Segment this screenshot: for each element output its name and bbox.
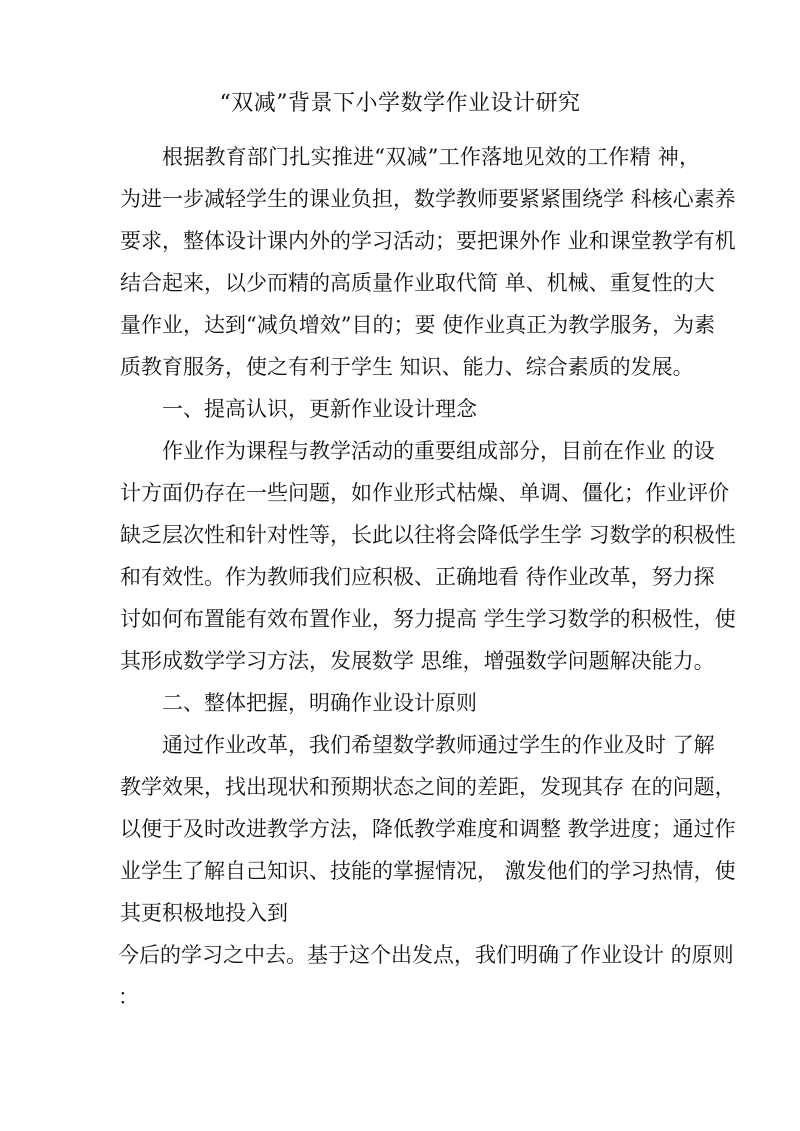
paragraph-line: 缺乏层次性和针对性等，长此以往将会降低学生学 习数学的积极性 <box>120 523 736 547</box>
paragraph-line: 要求，整体设计课内外的学习活动；要把课外作 业和课堂教学有机 <box>120 229 736 253</box>
document-title: “双减”背景下小学数学作业设计研究 <box>219 91 581 116</box>
paragraph-line: ： <box>118 985 139 1009</box>
paragraph-line: 质教育服务，使之有利于学生 知识、能力、综合素质的发展。 <box>120 355 694 379</box>
paragraph-line: 讨如何布置能有效布置作业，努力提高 学生学习数学的积极性，使 <box>120 607 736 631</box>
paragraph-line: 其形成数学学习方法，发展数学 思维，增强数学问题解决能力。 <box>120 649 715 673</box>
paragraph-line: 通过作业改革，我们希望数学教师通过学生的作业及时 了解 <box>162 733 715 757</box>
paragraph-line: 作业作为课程与教学活动的重要组成部分，目前在作业 的设 <box>162 439 715 463</box>
paragraph-line: 以便于及时改进教学方法，降低教学难度和调整 教学进度；通过作 <box>120 817 736 841</box>
paragraph-line: 教学效果，找出现状和预期状态之间的差距，发现其存 在的问题， <box>120 775 736 799</box>
paragraph-line: 和有效性。作为教师我们应积极、正确地看 待作业改革，努力探 <box>120 565 715 589</box>
paragraph-line: 结合起来，以少而精的高质量作业取代简 单、机械、重复性的大 <box>120 271 715 295</box>
section-heading-1: 一、提高认识，更新作业设计理念 <box>162 397 477 421</box>
paragraph-line: 根据教育部门扎实推进“双减”工作落地见效的工作精 神， <box>162 145 700 169</box>
document-body <box>118 136 736 1018</box>
paragraph-line: 今后的学习之中去。基于这个出发点，我们明确了作业设计 的原则 <box>118 943 734 967</box>
paragraph-line: 业学生了解自己知识、技能的掌握情况， 激发他们的学习热情，使 <box>120 859 736 883</box>
paragraph-line: 计方面仍存在一些问题，如作业形式枯燥、单调、僵化；作业评价 <box>120 481 729 505</box>
paragraph-line: 为进一步减轻学生的课业负担，数学教师要紧紧围绕学 科核心素养 <box>120 187 736 211</box>
paragraph-line: 其更积极地投入到 <box>120 901 288 925</box>
paragraph-line: 量作业，达到“减负增效”目的；要 使作业真正为教学服务，为素 <box>120 313 716 337</box>
section-heading-2: 二、整体把握，明确作业设计原则 <box>162 691 477 715</box>
